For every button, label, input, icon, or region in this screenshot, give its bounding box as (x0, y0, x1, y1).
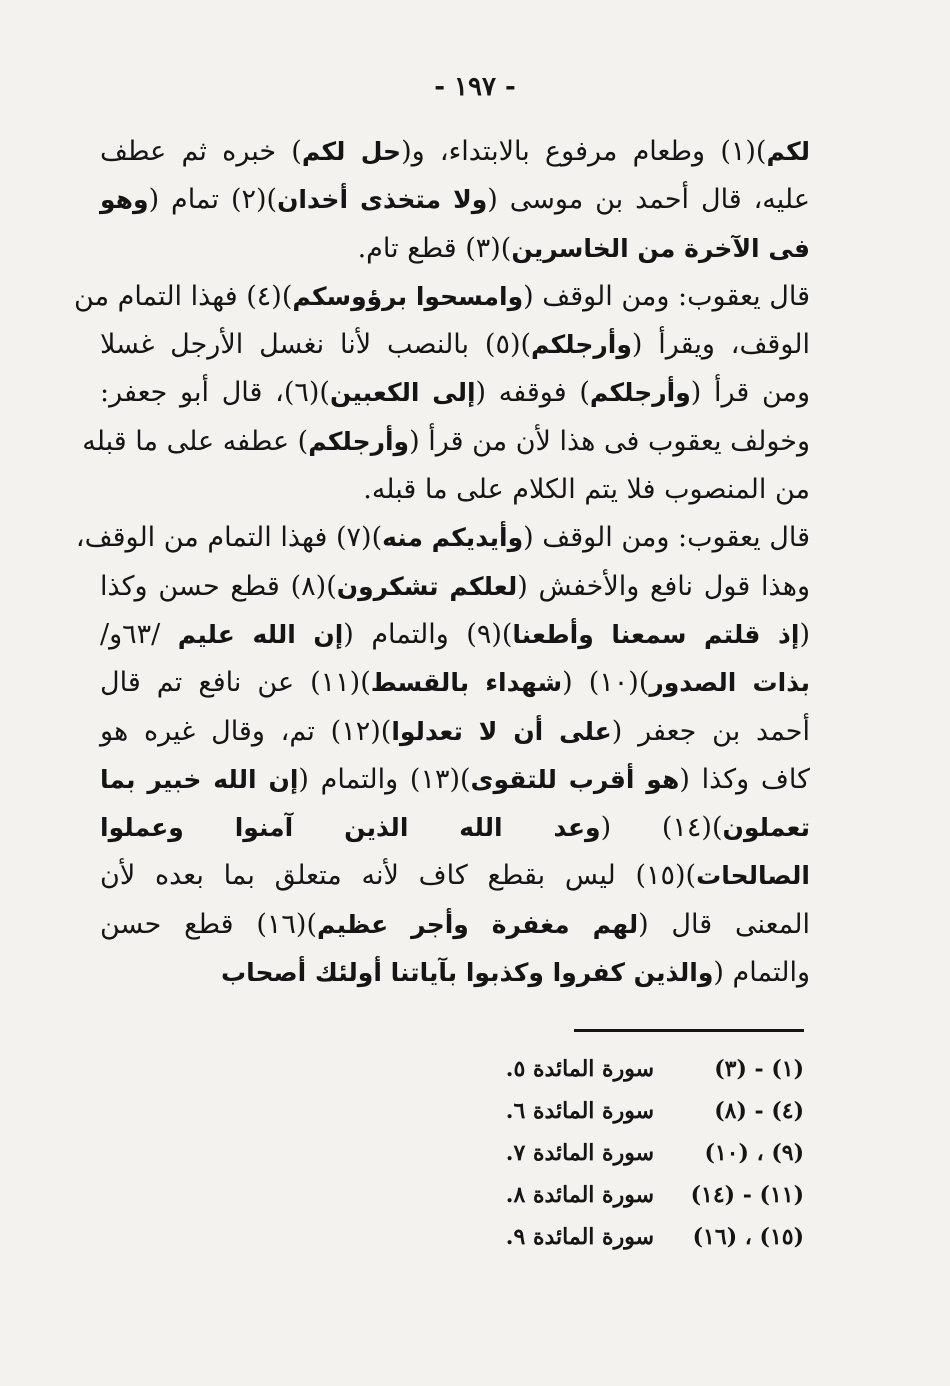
text-line (100, 804, 810, 852)
text-line (75, 514, 810, 562)
quran-quote: الصالحات (696, 861, 810, 891)
footnote-ref: (١١) - (١٤) (690, 1182, 804, 1208)
text-run: )(١٣) والتمام ( (298, 763, 471, 795)
text-line (100, 708, 810, 756)
text-run: والتمام ( (713, 957, 810, 989)
text-line (100, 756, 810, 804)
footnote-ref: (١) - (٣) (714, 1056, 804, 1082)
footnote-divider (574, 1029, 804, 1032)
text-run: )(١٦) قطع حسن (100, 908, 317, 940)
quran-quote: فى الآخرة من الخاسرين (511, 233, 810, 263)
text-run: )(١٤) ( (600, 812, 723, 844)
footnote-source: سورة المائدة ٨. (505, 1182, 654, 1208)
text-line (100, 611, 810, 659)
footnote-row (354, 1216, 804, 1258)
text-run: وخولف يعقوب فى هذا لأن من قرأ ( (409, 425, 810, 457)
text-line (100, 852, 810, 900)
footnote-source: سورة المائدة ٧. (505, 1140, 654, 1166)
text-run: )(١١) عن نافع تم قال (100, 667, 371, 699)
text-run: )(٢) تمام ( (148, 184, 278, 216)
text-run: من المنصوب فلا يتم الكلام على ما قبله. (363, 474, 810, 506)
footnote-row (354, 1174, 804, 1216)
quran-quote: وأرجلكم (531, 330, 632, 360)
text-run: قال يعقوب: ومن الوقف ( (523, 522, 810, 554)
text-run: )(٦)، قال أبو جعفر: (100, 377, 330, 409)
footnotes (354, 1048, 804, 1258)
text-run: )(١٢) تم، وقال غيره هو (100, 715, 392, 747)
text-run: )(٧) فهذا التمام من الوقف، (75, 522, 383, 554)
quran-quote: على أن لا تعدلوا (391, 716, 612, 746)
quran-quote: بذات الصدور (649, 668, 811, 698)
text-run: كاف وكذا ( (679, 763, 811, 795)
text-run: ومن قرأ ( (690, 377, 810, 409)
text-line (100, 128, 810, 176)
quran-quote: إذ قلتم سمعنا وأطعنا (512, 619, 800, 649)
quran-quote: وأيديكم منه (382, 523, 524, 553)
text-line (100, 901, 810, 949)
quran-quote: والذين كفروا وكذبوا بآياتنا أولئك أصحاب (220, 958, 714, 988)
text-line (100, 466, 810, 514)
quran-quote: وأرجلكم (589, 378, 691, 408)
footnote-ref: (٩) ، (١٠) (704, 1140, 804, 1166)
text-run: عليه، قال أحمد بن موسى ( (487, 184, 810, 216)
text-run: وهذا قول نافع والأخفش ( (517, 570, 810, 602)
text-run: المعنى قال ( (638, 908, 810, 940)
footnote-row (354, 1090, 804, 1132)
text-line (100, 659, 810, 707)
text-line (100, 176, 810, 224)
text-run: )(١٠) ( (562, 667, 650, 699)
footnote-source: سورة المائدة ٥. (505, 1056, 654, 1082)
quran-quote: إن الله خبير بما (100, 764, 299, 794)
text-run: ( (799, 618, 810, 650)
quran-quote: حل لكم (301, 137, 402, 166)
footnote-ref: (١٥) ، (١٦) (692, 1224, 804, 1250)
text-run: )(٨) قطع حسن وكذا (100, 570, 337, 602)
footnote-row (354, 1132, 804, 1174)
quran-quote: وأرجلكم (308, 426, 410, 456)
footnote-source: سورة المائدة ٦. (505, 1098, 654, 1124)
text-line (100, 369, 810, 417)
text-line (100, 949, 810, 997)
text-line (100, 321, 810, 369)
quran-quote: إلى الكعبين (329, 378, 476, 408)
text-line (100, 225, 810, 273)
text-run: )(٤) فهذا التمام من (74, 280, 293, 312)
footnote-ref: (٤) - (٨) (714, 1098, 804, 1124)
footnote-source: سورة المائدة ٩. (505, 1224, 654, 1250)
text-run: ) عطفه على ما قبله (82, 425, 309, 457)
quran-quote: هو أقرب للتقوى (470, 764, 680, 794)
quran-quote: لهم مغفرة وأجر عظيم (317, 909, 639, 939)
text-run: أحمد بن جعفر ( (611, 715, 810, 747)
quran-quote: وهو (100, 185, 149, 215)
quran-quote: لعلكم تشكرون (336, 571, 518, 601)
text-run: )(١٥) ليس بقطع كاف لأنه متعلق بما بعده لأن (100, 860, 697, 892)
text-run: )(١) وطعام مرفوع بالابتداء، و( (401, 136, 767, 167)
text-run: )(٥) بالنصب لأنا نغسل الأرجل غسلا (100, 329, 532, 361)
text-line (82, 418, 810, 466)
text-run: ) فوقفه ( (475, 377, 590, 409)
quran-quote: وعد الله الذين آمنوا وعملوا (100, 813, 601, 843)
text-run: )(٣) قطع تام. (357, 232, 512, 264)
quran-quote: إن الله عليم (177, 619, 344, 649)
quran-quote: لكم (766, 137, 810, 166)
text-run: )(٩) والتمام ( (343, 618, 513, 650)
quran-quote: وامسحوا برؤوسكم (292, 281, 524, 311)
quran-quote: ولا متخذى أخدان (277, 185, 488, 215)
page-number: - ١٩٧ - (434, 72, 516, 102)
text-run: قال يعقوب: ومن الوقف ( (523, 280, 810, 312)
footnote-row (354, 1048, 804, 1090)
quran-quote: شهداء بالقسط (370, 668, 563, 698)
text-line (74, 273, 810, 321)
text-run: /٦٣و/ (100, 618, 178, 650)
text-line (100, 563, 810, 611)
body-text (74, 128, 811, 997)
text-run: ) خبره ثم عطف (100, 136, 302, 167)
quran-quote: تعملون (722, 813, 810, 843)
text-run: الوقف، ويقرأ ( (631, 329, 810, 361)
